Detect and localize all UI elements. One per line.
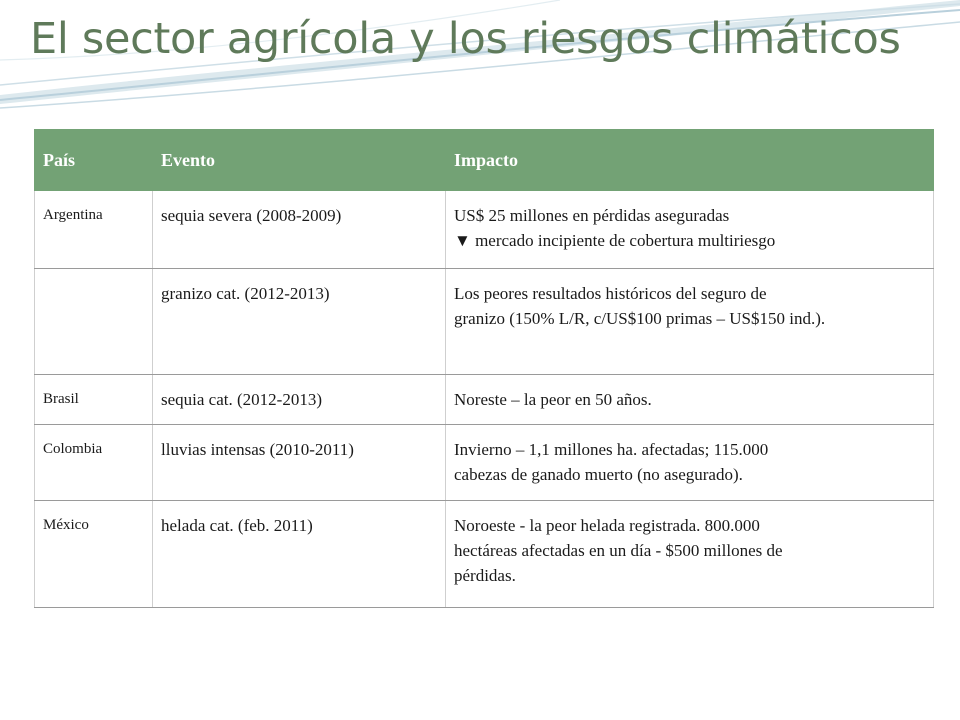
cell-country: Argentina xyxy=(35,191,153,269)
impact-line: Los peores resultados históricos del seguro de xyxy=(454,284,767,303)
cell-event: helada cat. (feb. 2011) xyxy=(153,501,446,608)
impact-line: US$ 25 millones en pérdidas aseguradas xyxy=(454,206,730,225)
cell-event: sequia severa (2008-2009) xyxy=(153,191,446,269)
cell-country xyxy=(35,269,153,375)
header-impact: Impacto xyxy=(446,130,934,191)
table-row xyxy=(35,425,934,501)
header-country: País xyxy=(35,130,153,191)
cell-event: lluvias intensas (2010-2011) xyxy=(153,425,446,501)
impact-line: Noreste – la peor en 50 años. xyxy=(454,390,652,409)
cell-country: Colombia xyxy=(35,425,153,501)
page-title: El sector agrícola y los riesgos climáticos xyxy=(30,14,901,64)
table-row xyxy=(35,269,934,375)
cell-impact xyxy=(446,375,934,425)
impact-line: Noroeste - la peor helada registrada. 800.000 xyxy=(454,516,760,535)
table-row xyxy=(35,191,934,269)
table-row xyxy=(35,375,934,425)
cell-impact xyxy=(446,501,934,608)
cell-impact xyxy=(446,191,934,269)
cell-event: sequia cat. (2012-2013) xyxy=(153,375,446,425)
climate-risk-table xyxy=(34,129,934,608)
cell-impact xyxy=(446,425,934,501)
table-header-row xyxy=(35,130,934,191)
impact-line: hectáreas afectadas en un día - $500 millones de xyxy=(454,541,783,560)
cell-impact xyxy=(446,269,934,375)
cell-country: Brasil xyxy=(35,375,153,425)
impact-line: granizo (150% L/R, c/US$100 primas – US$150 ind.). xyxy=(454,309,826,328)
impact-line: pérdidas. xyxy=(454,566,516,585)
impact-line: cabezas de ganado muerto (no asegurado). xyxy=(454,465,743,484)
cell-country: México xyxy=(35,501,153,608)
impact-line: ▼ mercado incipiente de cobertura multiriesgo xyxy=(454,231,776,250)
impact-line: Invierno – 1,1 millones ha. afectadas; 115.000 xyxy=(454,440,769,459)
cell-event: granizo cat. (2012-2013) xyxy=(153,269,446,375)
table-row xyxy=(35,501,934,608)
header-event: Evento xyxy=(153,130,446,191)
